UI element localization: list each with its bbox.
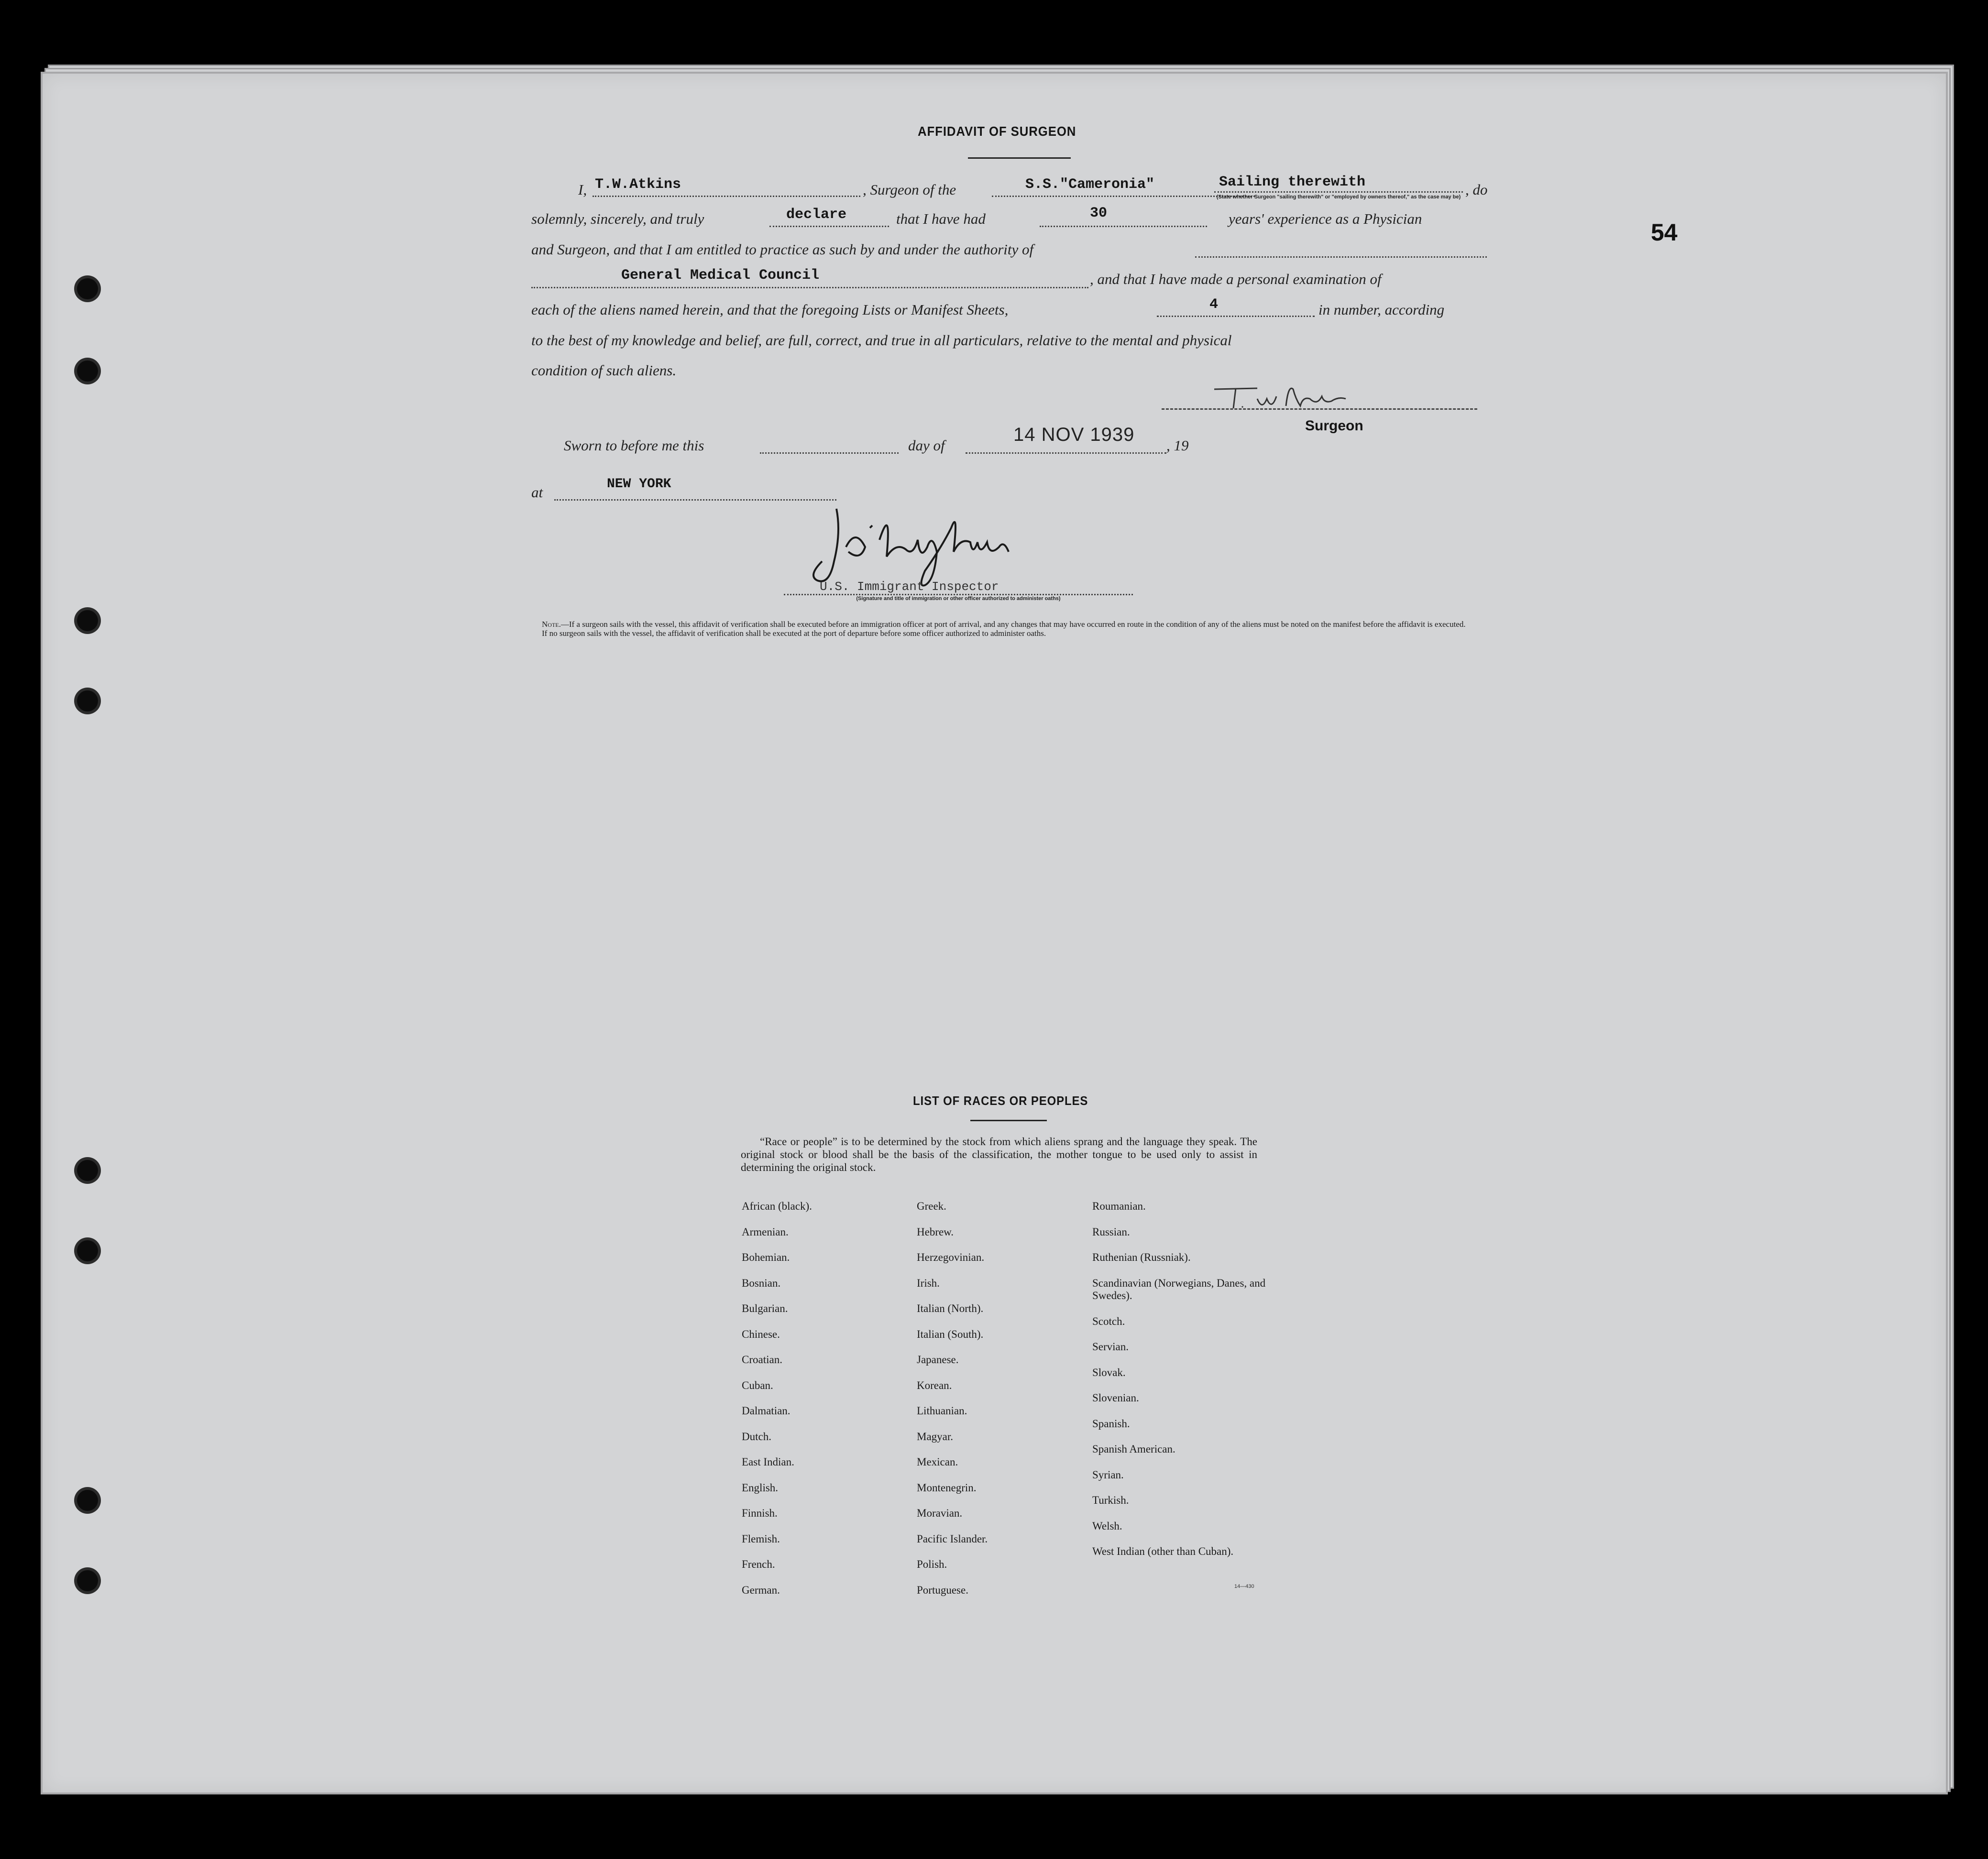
date-stamp: 14 NOV 1939 <box>1013 424 1135 445</box>
document-sheet <box>41 72 1948 1794</box>
race-item: Italian (South). <box>917 1328 984 1340</box>
race-item: Slovenian. <box>1092 1392 1139 1404</box>
race-item: Pacific Islander. <box>917 1532 988 1545</box>
race-item: Flemish. <box>742 1532 780 1545</box>
race-item: Dutch. <box>742 1430 771 1443</box>
races-title-rule <box>970 1120 1047 1121</box>
surgeon-signature <box>1205 370 1377 418</box>
race-item: French. <box>742 1558 775 1570</box>
sailing-hint: (State whether Surgeon "sailing therewith" or "employed by owners thereof," as the case may be) <box>1216 194 1461 200</box>
to-the-best-text: to the best of my knowledge and belief, are full, correct, and true in all particulars, relative to the mental and physical <box>531 332 1232 349</box>
note-label: Note. <box>542 620 561 629</box>
race-item: East Indian. <box>742 1456 794 1468</box>
race-item: Spanish American. <box>1092 1443 1175 1455</box>
condition-text: condition of such aliens. <box>531 362 677 379</box>
race-item: Chinese. <box>742 1328 780 1340</box>
vessel-field: S.S."Cameronia" <box>1025 176 1155 193</box>
race-item: West Indian (other than Cuban). <box>1092 1545 1234 1557</box>
race-item: Finnish. <box>742 1507 778 1519</box>
race-item: Syrian. <box>1092 1468 1124 1481</box>
and-that-text: , and that I have made a personal examination of <box>1090 271 1382 287</box>
race-item: Roumanian. <box>1092 1200 1146 1212</box>
race-item: Japanese. <box>917 1354 959 1366</box>
race-item: Turkish. <box>1092 1494 1129 1506</box>
inspector-caption: (Signature and title of immigration or other officer authorized to administer oaths) <box>856 596 1061 601</box>
race-item: Bulgarian. <box>742 1302 788 1314</box>
declare-field: declare <box>786 207 847 223</box>
race-item: Welsh. <box>1092 1520 1122 1532</box>
years-field: 30 <box>1090 205 1108 221</box>
note-line-1: —If a surgeon sails with the vessel, this affidavit of verification shall be executed before an immigration officer at port of arrival, and any changes that may have occurred en route in the condition of any of the aliens must be noted on the manifest before the affidavit is executed. <box>560 620 1466 629</box>
race-item: Russian. <box>1092 1225 1130 1238</box>
punch-hole <box>77 610 98 631</box>
race-item: Korean. <box>917 1379 952 1391</box>
title-rule <box>968 157 1071 159</box>
punch-hole <box>77 278 98 299</box>
inspector-title: U.S. Immigrant Inspector <box>820 580 999 594</box>
race-item: African (black). <box>742 1200 812 1212</box>
race-item: Scotch. <box>1092 1315 1125 1327</box>
dotted-line <box>760 452 899 454</box>
race-item: Cuban. <box>742 1379 773 1391</box>
race-item: Irish. <box>917 1277 940 1289</box>
dotted-line <box>1157 316 1315 317</box>
races-title: LIST OF RACES OR PEOPLES <box>913 1094 1088 1108</box>
surgeon-of-the-text: , Surgeon of the <box>863 181 956 198</box>
in-number-text: in number, according <box>1318 301 1445 318</box>
race-item: Bosnian. <box>742 1277 781 1289</box>
dotted-line <box>966 452 1166 454</box>
that-i-have-had-text: that I have had <box>896 210 986 227</box>
race-item: Lithuanian. <box>917 1405 967 1417</box>
race-item: Greek. <box>917 1200 946 1212</box>
dotted-line <box>769 226 889 227</box>
day-of-text: day of <box>908 437 945 454</box>
race-item: Armenian. <box>742 1225 789 1238</box>
surgeon-name-field: T.W.Atkins <box>595 176 681 193</box>
race-item: Hebrew. <box>917 1225 954 1238</box>
do-text: , do <box>1465 181 1488 198</box>
surgeon-label: Surgeon <box>1305 418 1363 434</box>
place-field: NEW YORK <box>607 477 671 492</box>
affidavit-note <box>531 620 1471 638</box>
solemnly-text: solemnly, sincerely, and truly <box>531 210 704 227</box>
note-line-2: If no surgeon sails with the vessel, the affidavit of verification shall be executed at the port of departure before some officer authorized to administer oaths. <box>542 629 1046 638</box>
sheets-field: 4 <box>1209 296 1219 313</box>
sailing-field: Sailing therewith <box>1219 174 1366 190</box>
dotted-line <box>531 287 1088 288</box>
races-column-2 <box>917 1200 988 1609</box>
affidavit-title: AFFIDAVIT OF SURGEON <box>918 124 1076 139</box>
punch-hole <box>77 1160 98 1181</box>
dotted-line <box>593 196 860 197</box>
dotted-line <box>1040 226 1207 227</box>
race-item: Montenegrin. <box>917 1481 977 1494</box>
race-item: Bohemian. <box>742 1251 790 1263</box>
race-item: Spanish. <box>1092 1417 1130 1430</box>
race-item: Magyar. <box>917 1430 954 1443</box>
signature-line <box>1162 408 1477 410</box>
races-column-3 <box>1092 1200 1269 1571</box>
race-item: Mexican. <box>917 1456 958 1468</box>
race-item: Croatian. <box>742 1354 782 1366</box>
at-text: at <box>531 484 543 501</box>
punch-hole <box>77 1490 98 1511</box>
race-item: Dalmatian. <box>742 1405 791 1417</box>
race-item: Scandinavian (Norwegians, Danes, and Swedes). <box>1092 1277 1266 1301</box>
race-item: Portuguese. <box>917 1584 968 1596</box>
race-item: Servian. <box>1092 1341 1129 1353</box>
race-item: Ruthenian (Russniak). <box>1092 1251 1191 1263</box>
form-number: 14—430 <box>1234 1584 1254 1589</box>
years-experience-text: years' experience as a Physician <box>1229 210 1422 227</box>
dotted-line <box>1214 191 1463 193</box>
and-surgeon-text: and Surgeon, and that I am entitled to practice as such by and under the authority of <box>531 241 1034 258</box>
dotted-line <box>784 594 1133 595</box>
each-of-text: each of the aliens named herein, and that the foregoing Lists or Manifest Sheets, <box>531 301 1009 318</box>
race-item: Slovak. <box>1092 1366 1126 1378</box>
race-item: English. <box>742 1481 779 1494</box>
year-prefix-text: , 19 <box>1166 437 1189 454</box>
race-item: Herzegovinian. <box>917 1251 985 1263</box>
punch-hole <box>77 1570 98 1591</box>
race-item: Moravian. <box>917 1507 963 1519</box>
punch-hole <box>77 361 98 382</box>
affidavit-i: I, <box>578 181 587 198</box>
page-number: 54 <box>1651 219 1678 246</box>
dotted-line <box>1195 256 1487 258</box>
punch-hole <box>77 690 98 711</box>
punch-hole <box>77 1240 98 1261</box>
authority-field: General Medical Council <box>621 267 820 284</box>
race-item: Polish. <box>917 1558 947 1570</box>
sworn-text: Sworn to before me this <box>564 437 704 454</box>
races-column-1 <box>742 1200 812 1609</box>
race-item: German. <box>742 1584 780 1596</box>
races-intro: “Race or people” is to be determined by the stock from which aliens sprang and the language they speak. The original stock or blood shall be the basis of the classification, the mother tongue to be used only to assist in determining the original stock. <box>741 1136 1257 1173</box>
race-item: Italian (North). <box>917 1302 984 1314</box>
